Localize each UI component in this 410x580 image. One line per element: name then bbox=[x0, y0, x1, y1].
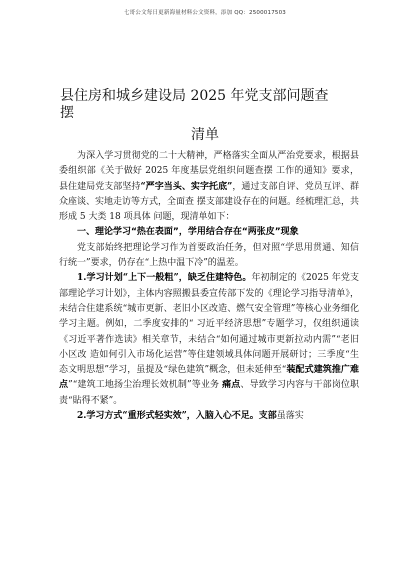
item-2-text-b: 虽落实 bbox=[276, 411, 304, 422]
item-1-bold-3: 痛点 bbox=[222, 380, 241, 391]
item-2-paragraph bbox=[59, 409, 359, 424]
header-note: 七哥公文每日更新海量材料公文资料，添加 QQ：2500017503 bbox=[123, 10, 286, 16]
intro-paragraph bbox=[59, 149, 359, 225]
item-1-bold-2: 装配式建筑推广难点 bbox=[59, 365, 359, 391]
intro-bold: “严字当头、实字托底” bbox=[140, 181, 233, 192]
document-title-line-1: 县住房和城乡建设局 2025 年党支部问题查 bbox=[60, 88, 329, 104]
section-1-heading-text: 一、理论学习“热在表面”，学用结合存在“两张皮”现象 bbox=[77, 227, 299, 238]
item-1-text-a: 年初制定的《2025 年党支部理论学习计划》，主体内容照搬县委宣传部下发的《理论学习指导清单》，未结合住建系统“城市更新、老旧小区改造、燃气安全管理”等核心业务细化学习主题。例如，二季度安排的“ 习近平经济思想”专题学习，仅组织通读《习近平著作选读》相关章节，未结合“如何通过城市更新拉动内需”“老旧小区改 造如何引入市场化运营”等住建领域具体问题开展研讨；三季度“生态文明思想”学习，虽提及“绿色建筑”概念，但未延伸至“ bbox=[59, 273, 359, 376]
intro-text-b: ，通过支部自评、党员互评、群众座谈、实地走访等方式，全面查 摆支部建设存在的问题。经梳理汇总，共形成 5 大类 18 项具体 问题，现清单如下： bbox=[59, 181, 359, 223]
section-1-heading bbox=[59, 225, 359, 240]
item-2-text-a: 支部 bbox=[258, 411, 277, 422]
item-2-heading: 2.学习方式“重形式轻实效”，入脑入心不足。 bbox=[77, 411, 259, 422]
document-body bbox=[59, 149, 359, 424]
item-1-heading: 1.学习计划“上下一般粗”，缺乏住建特色。 bbox=[77, 273, 252, 284]
intro-text-a: 为深入学习贯彻党的二十大精神，严格落实全面从严治党要求，根据县委组织部《关于做好 2025 年度基层党组织问题查摆 工作的通知》要求，县住建局党支部坚持 bbox=[59, 151, 359, 192]
document-title-line-3: 清单 bbox=[191, 127, 219, 143]
item-1-text-b: ”“建筑工地扬尘治理长效机制”等业务 bbox=[68, 380, 223, 391]
item-1-text-c: 、导致学习内容与干部岗位职责“貼得不紧”。 bbox=[59, 380, 359, 406]
document-title-line-2: 摆 bbox=[60, 105, 74, 121]
section-1-paragraph: 党支部始终把理论学习作为首要政治任务，但对照“学思用贯通、知信行统一”要求，仍存在“上热中温下冷”的温差。 bbox=[59, 242, 359, 269]
item-1-paragraph bbox=[59, 271, 359, 409]
